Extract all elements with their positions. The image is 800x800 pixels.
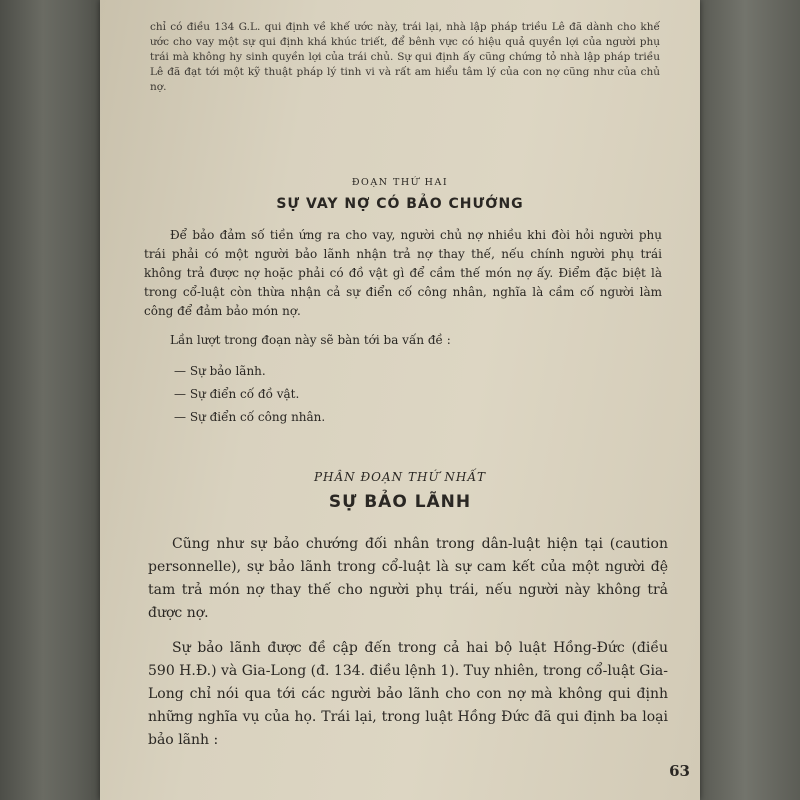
wooden-surface-left <box>0 0 108 800</box>
list-item: — Sự bảo lãnh. <box>174 364 266 378</box>
paragraph-1: Cũng như sự bảo chướng đối nhân trong dân-luật hiện tại (caution personnelle), sự bảo lãnh trong cổ-luật là sự cam kết của một người đệ tam trả món nợ thay thế cho người phụ trái, nếu người này không trả được nợ. <box>148 536 668 621</box>
top-paragraph: chỉ có điều 134 G.L. qui định về khế ước này, trái lại, nhà lập pháp triều Lê đã dành cho khế ước cho vay một sự qui định khá khúc triết, để bênh vực có hiệu quả quyền lợi của người phụ trái mà không hy sinh quyền lợi của trái chủ. Sự qui định ấy cũng chứng tỏ nhà lập pháp triều Lê đã đạt tới một kỹ thuật pháp lý tinh vi và rất am hiểu tâm lý của con nợ cũng như của chủ nợ. <box>150 21 660 93</box>
subsection-body <box>148 533 668 752</box>
section-title: SỰ VAY NỢ CÓ BẢO CHƯỚNG <box>276 196 524 212</box>
wooden-surface-right <box>700 0 800 800</box>
page-number: 63 <box>669 762 690 780</box>
section-label: ĐOẠN THỨ HAI <box>351 177 449 188</box>
top-paragraph-block <box>150 20 660 95</box>
paragraph-2: Sự bảo lãnh được đề cập đến trong cả hai bộ luật Hồng-Đức (điều 590 H.Đ.) và Gia-Long (đ. 134. điều lệnh 1). Tuy nhiên, trong cổ-luật Gia-Long chỉ nói qua tới các người bảo lãnh cho con nợ mà không qui định những nghĩa vụ của họ. Trái lại, trong luật Hồng Đức đã qui định ba loại bảo lãnh : <box>148 640 668 748</box>
section-paragraph: Để bảo đảm số tiền ứng ra cho vay, người chủ nợ nhiều khi đòi hỏi người phụ trái phải có một người bảo lãnh nhận trả nợ thay thế, nếu chính người phụ trái không trả được nợ hoặc phải có đồ vật gì để cầm thế món nợ ấy. Điểm đặc biệt là trong cổ-luật còn thừa nhận cả sự điển cố công nhân, nghĩa là cầm cố người làm công để đảm bảo món nợ. <box>144 228 662 318</box>
section-body <box>144 226 662 431</box>
list-item: — Sự điển cố công nhân. <box>174 410 326 424</box>
subsection-label: PHÂN ĐOẠN THỨ NHẤT <box>313 470 487 484</box>
intro-line: Lần lượt trong đoạn này sẽ bàn tới ba vấn đề : <box>170 333 451 347</box>
topic-list <box>144 362 662 427</box>
list-item: — Sự điển cố đồ vật. <box>174 387 300 401</box>
subsection-title: SỰ BẢO LÃNH <box>328 492 472 512</box>
book-page <box>100 0 700 800</box>
